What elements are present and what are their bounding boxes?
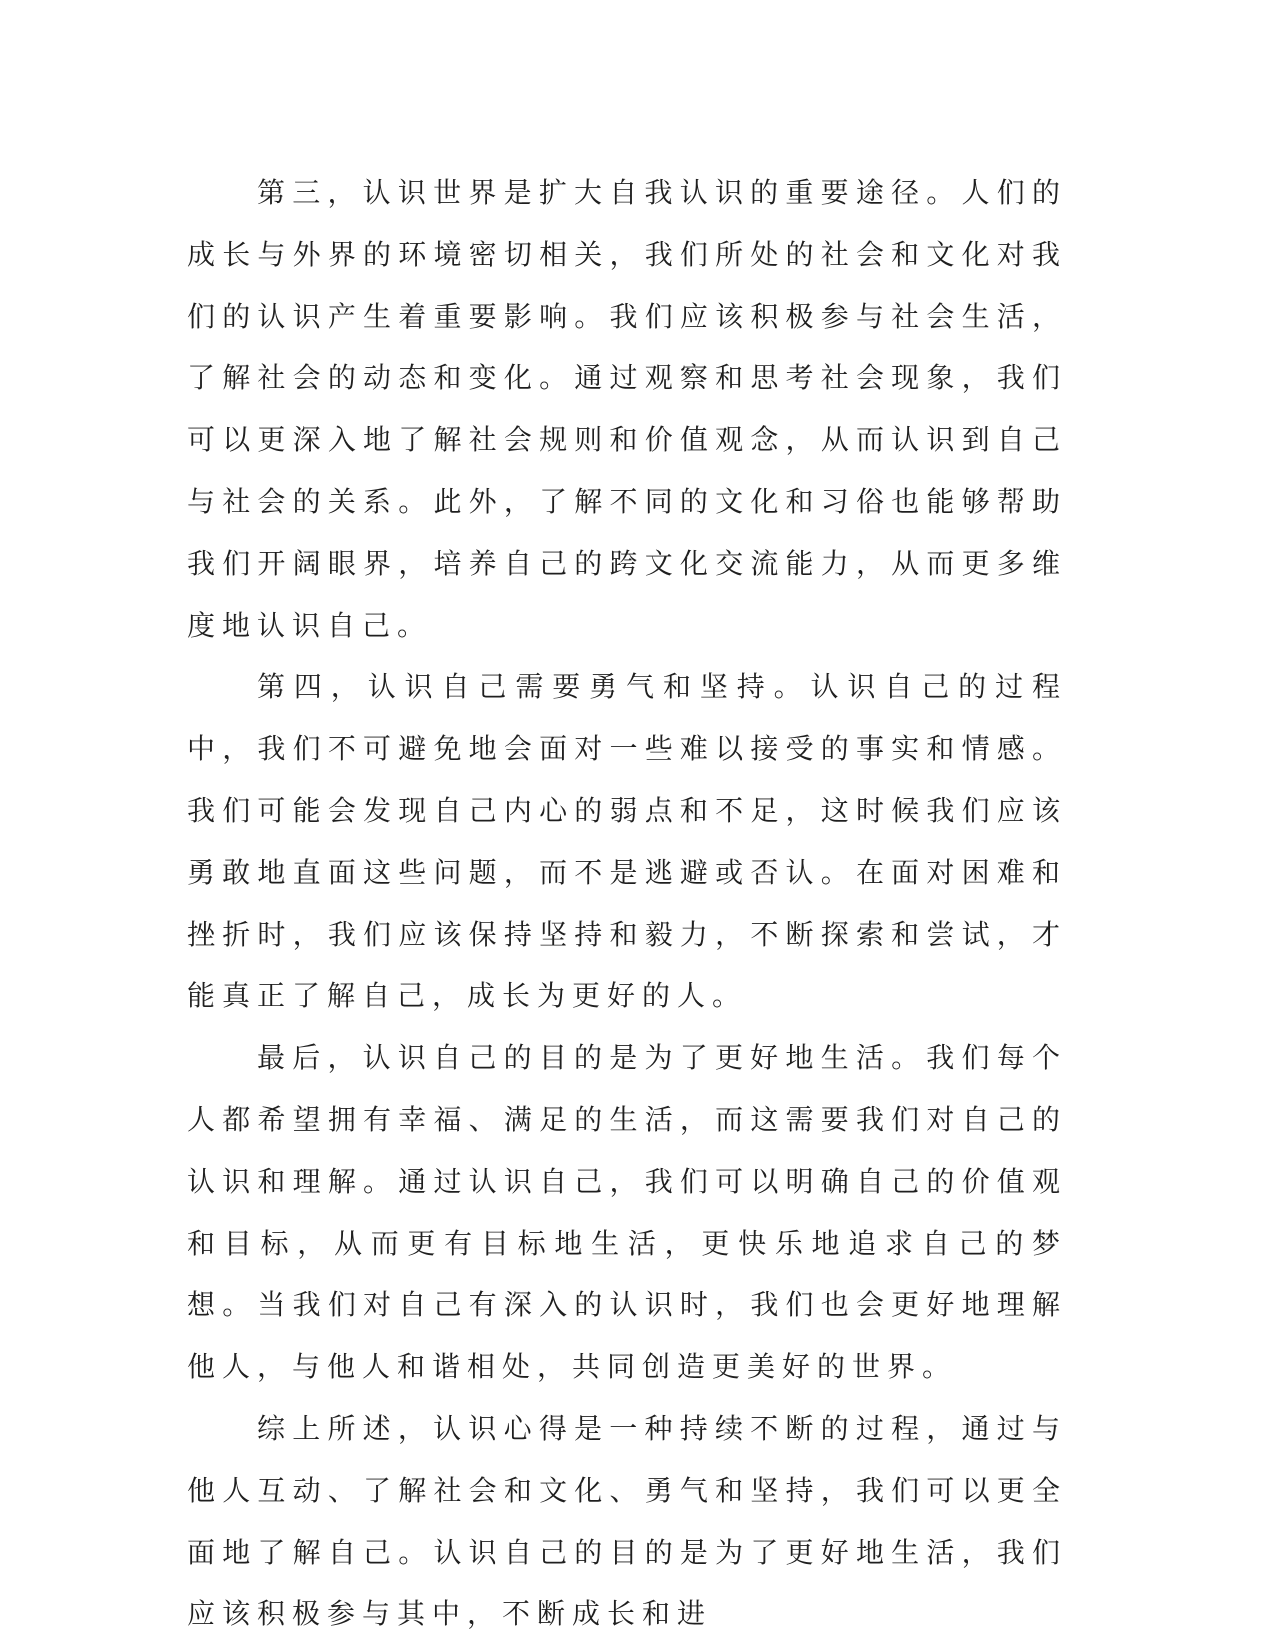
paragraph-finally: 最后，认识自己的目的是为了更好地生活。我们每个人都希望拥有幸福、满足的生活，而这需要我们对自己的认识和理解。通过认识自己，我们可以明确自己的价值观和目标，从而更有目标地生活，更快乐地追求自己的梦想。当我们对自己有深入的认识时，我们也会更好地理解他人，与他人和谐相处，共同创造更美好的世界。 (187, 1041, 1067, 1384)
paragraph-third-point: 第三，认识世界是扩大自我认识的重要途径。人们的成长与外界的环境密切相关，我们所处的社会和文化对我们的认识产生着重要影响。我们应该积极参与社会生活，了解社会的动态和变化。通过观察和思考社会现象，我们可以更深入地了解社会规则和价值观念，从而认识到自己与社会的关系。此外，了解不同的文化和习俗也能够帮助我们开阔眼界，培养自己的跨文化交流能力，从而更多维度地认识自己。 (187, 176, 1067, 642)
paragraph-fourth-point: 第四，认识自己需要勇气和坚持。认识自己的过程中，我们不可避免地会面对一些难以接受的事实和情感。我们可能会发现自己内心的弱点和不足，这时候我们应该勇敢地直面这些问题，而不是逃避或否认。在面对困难和挫折时，我们应该保持坚持和毅力，不断探索和尝试，才能真正了解自己，成长为更好的人。 (187, 670, 1067, 1013)
document-body (187, 162, 1067, 1645)
paragraph-summary: 综上所述，认识心得是一种持续不断的过程，通过与他人互动、了解社会和文化、勇气和坚持，我们可以更全面地了解自己。认识自己的目的是为了更好地生活，我们应该积极参与其中，不断成长和进 (187, 1411, 1067, 1631)
